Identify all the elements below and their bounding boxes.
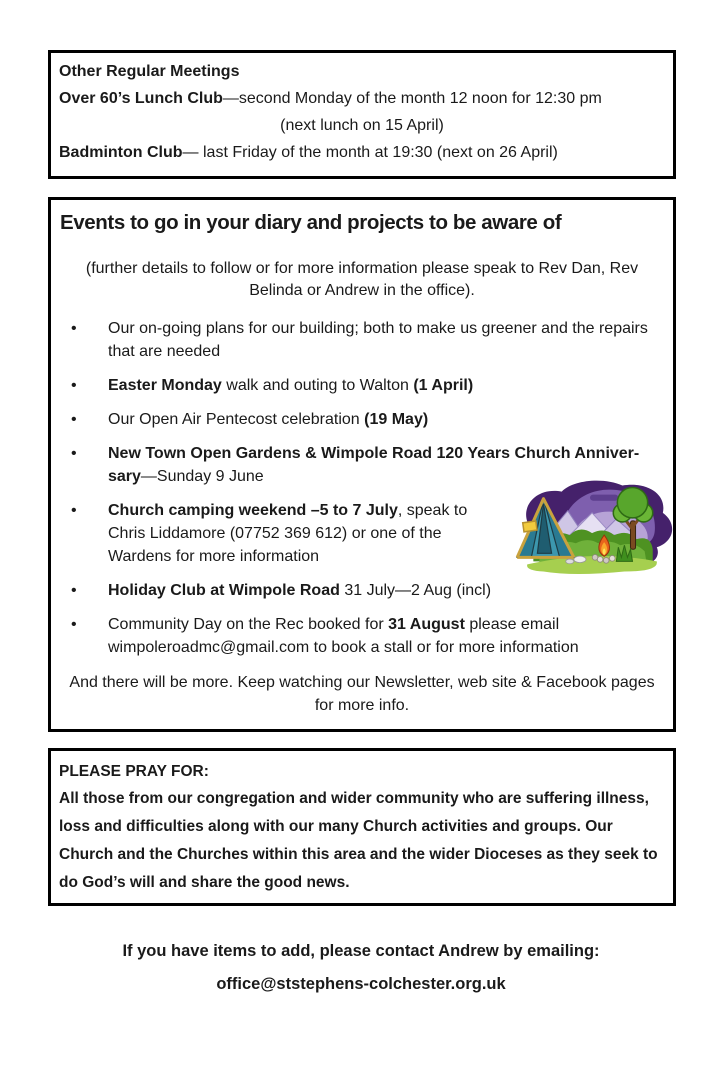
contact-instruction: If you have items to add, please contact Andrew by emailing: [122, 942, 600, 960]
text-segment: — last Friday of the month at 19:30 (next on 26 April) [182, 144, 558, 161]
text-segment: walk and outing to Walton [221, 377, 414, 394]
lunch-club-next-date: (next lunch on 15 April) [280, 117, 444, 134]
text-segment: 31 July—2 Aug (incl) [339, 582, 492, 599]
text-segment: please email wimpoleroadmc@gmail.com to book a stall or for more information [108, 616, 579, 656]
event-bullet-building [59, 317, 665, 363]
text-segment: Church camping weekend –5 to 7 July [108, 502, 398, 519]
prayer-body: All those from our congregation and wider community who are suffering illness, loss and difficulties along with our many Church activities and groups. Our Church and the Churches within this area and the wider Dioceses as they seek to do God’s will and share the good news. [59, 790, 658, 891]
contact-email: office@ststephens-colchester.org.uk [216, 975, 506, 993]
prayer-heading: PLEASE PRAY FOR: [59, 763, 209, 780]
text-segment: Over 60’s Lunch Club [59, 90, 223, 107]
newsletter-page [0, 50, 722, 1074]
event-bullet-holiday-club [59, 579, 665, 602]
event-bullet-easter-walk [59, 374, 665, 397]
text-segment: New Town Open Gardens & Wimpole Road 120 Years Church Anniversary [108, 445, 640, 485]
events-box [48, 197, 676, 732]
text-segment: 31 August [388, 616, 465, 633]
text-segment: (19 May) [364, 411, 429, 428]
event-bullet-pentecost [59, 408, 665, 431]
contact-footer [0, 935, 722, 1001]
text-segment: , speak to Chris Liddamore (07752 369 612) or one of the Wardens for more information [108, 502, 468, 565]
events-title: Events to go in your diary and projects to be aware of [60, 211, 562, 234]
text-segment: Our on-going plans for our building; both to make us greener and the repairs that are needed [108, 320, 648, 360]
regular-meetings-box [48, 50, 676, 179]
text-segment: —Sunday 9 June [140, 468, 264, 485]
prayer-box [48, 748, 676, 906]
event-bullet-community-day [59, 613, 665, 659]
text-segment: Holiday Club at Wimpole Road [108, 582, 340, 599]
text-segment: Our Open Air Pentecost celebration [108, 411, 365, 428]
text-segment: Community Day on the Rec booked for [108, 616, 389, 633]
text-segment: —second Monday of the month 12 noon for 12:30 pm [222, 90, 602, 107]
lunch-club-line [59, 85, 665, 112]
text-segment: (1 April) [413, 377, 474, 394]
events-outro: And there will be more. Keep watching our Newsletter, web site & Facebook pages for more info. [69, 674, 655, 714]
camping-clipart [503, 476, 675, 578]
events-intro: (further details to follow or for more information please speak to Rev Dan, Rev Belinda or Andrew in the office). [85, 260, 639, 299]
meetings-heading: Other Regular Meetings [59, 63, 240, 80]
badminton-club-line [59, 139, 665, 166]
text-segment: Badminton Club [59, 144, 183, 161]
text-segment: Easter Monday [108, 377, 222, 394]
